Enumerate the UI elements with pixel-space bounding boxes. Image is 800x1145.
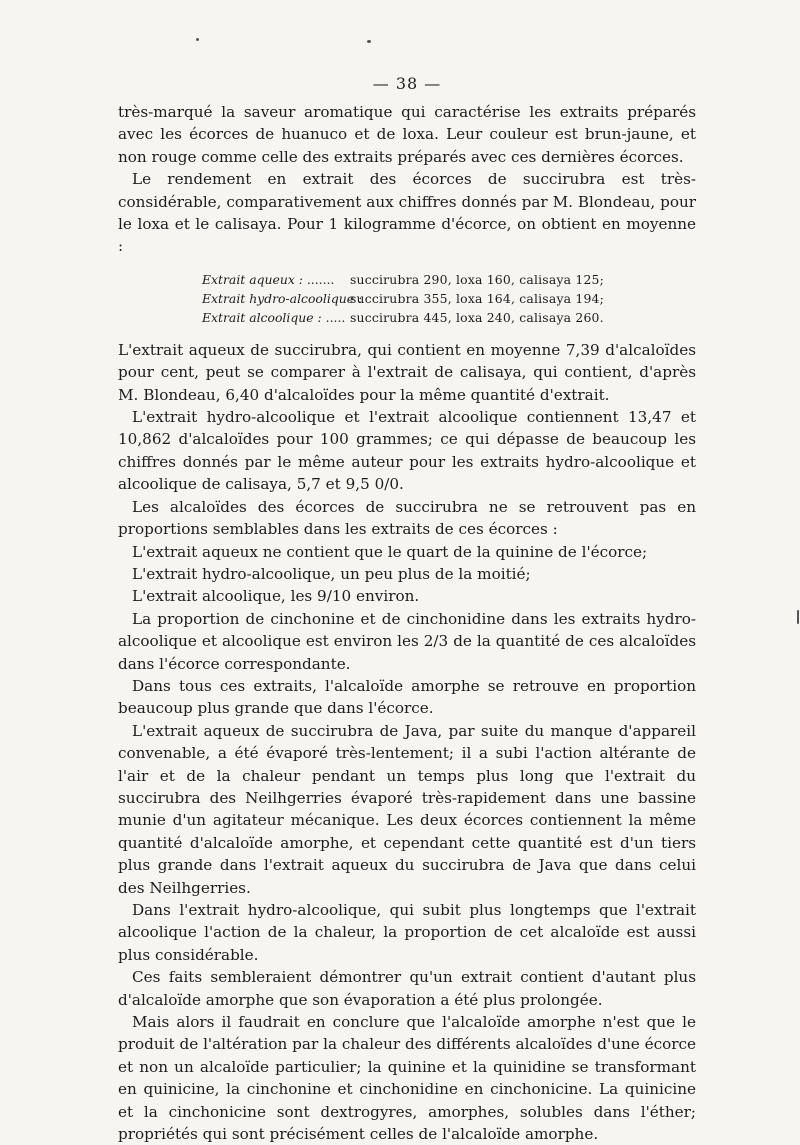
row-values: succirubra 355, loxa 164, calisaya 194; — [350, 290, 605, 306]
row-label: Extrait aqueux : ....... — [202, 271, 335, 287]
paragraph: Dans l'extrait hydro-alcoolique, qui subit plus longtemps que l'extrait alcoolique l'action de la chaleur, la proportion de cet alcaloïde est aussi plus considérable. — [118, 901, 696, 964]
row-values: succirubra 445, loxa 240, calisaya 260. — [350, 309, 604, 325]
extract-yield-table — [202, 270, 696, 327]
paragraph: L'extrait hydro-alcoolique et l'extrait alcoolique contiennent 13,47 et 10,862 d'alcaloïdes pour 100 grammes; ce qui dépasse de beaucoup les chiffres donnés par le même auteur pour les extraits hydro-alcoolique et alcoolique de calisaya, 5,7 et 9,5 0/0. — [118, 408, 696, 494]
paragraph: Ces faits sembleraient démontrer qu'un extrait contient d'autant plus d'alcaloïde amorphe que son évaporation a été plus prolongée. — [118, 968, 696, 1009]
paragraph: L'extrait aqueux de succirubra, qui contient en moyenne 7,39 d'alcaloïdes pour cent, peut se comparer à l'extrait de calisaya, qui contient, d'après M. Blondeau, 6,40 d'alcaloïdes pour la même quantité d'extrait. — [118, 340, 696, 404]
table-row — [202, 289, 696, 308]
paper-speck — [196, 38, 199, 41]
paragraph: Mais alors il faudrait en conclure que l'alcaloïde amorphe n'est que le produit de l'altération par la chaleur des différents alcaloïdes d'une écorce et non un alcaloïde particulier; la quinine et la quinidine se transformant en quinicine, la cinchonine et cinchonidine en cinchonicine. La quinicine et la cinchonicine sont dextrogyres, amorphes, solubles dans l'éther; propriétés qui sont précisément celles de l'alcaloïde amorphe. — [118, 1013, 696, 1144]
document-page — [118, 74, 696, 1145]
paragraph: L'extrait hydro-alcoolique, un peu plus de la moitié; — [132, 564, 531, 583]
row-label: Extrait alcoolique : ..... — [202, 309, 346, 325]
paper-speck — [797, 610, 799, 624]
paragraph: La proportion de cinchonine et de cinchonidine dans les extraits hydro-alcoolique et alcoolique est environ les 2/3 de la quantité de ces alcaloïdes dans l'écorce correspondante. — [118, 609, 696, 673]
paragraph: L'extrait aqueux ne contient que le quart de la quinine de l'écorce; — [132, 542, 648, 561]
page-number: — 38 — — [372, 74, 442, 93]
paragraph: Dans tous ces extraits, l'alcaloïde amorphe se retrouve en proportion beaucoup plus grande que dans l'écorce. — [118, 676, 696, 718]
paragraph: L'extrait alcoolique, les 9/10 environ. — [132, 587, 420, 606]
paragraph: Les alcaloïdes des écorces de succirubra ne se retrouvent pas en proportions semblables dans les extraits de ces écorces : — [118, 497, 696, 539]
row-label: Extrait hydro-alcoolique : — [202, 290, 363, 306]
table-row — [202, 308, 696, 327]
row-values: succirubra 290, loxa 160, calisaya 125; — [350, 271, 605, 287]
paragraph: Le rendement en extrait des écorces de succirubra est très-considérable, comparativement aux chiffres donnés par M. Blondeau, pour le loxa et le calisaya. Pour 1 kilogramme d'écorce, on obtient en moyenne : — [118, 170, 696, 256]
table-row — [202, 270, 696, 289]
paragraph: L'extrait aqueux de succirubra de Java, par suite du manque d'appareil convenable, a été évaporé très-lentement; il a subi l'action altérante de l'air et de la chaleur pendant un temps plus long que l'extrait du succirubra des Neilhgerries évaporé très-rapidement dans une bassine munie d'un agitateur mécanique. Les deux écorces contiennent la même quantité d'alcaloïde amorphe, et cependant cette quantité est d'un tiers plus grande dans l'extrait aqueux du succirubra de Java que dans celui des Neilhgerries. — [118, 721, 696, 897]
paragraph: très-marqué la saveur aromatique qui caractérise les extraits préparés avec les écorces de huanuco et de loxa. Leur couleur est brun-jaune, et non rouge comme celle des extraits préparés avec ces dernières écorces. — [118, 103, 696, 166]
paper-speck — [367, 40, 371, 43]
